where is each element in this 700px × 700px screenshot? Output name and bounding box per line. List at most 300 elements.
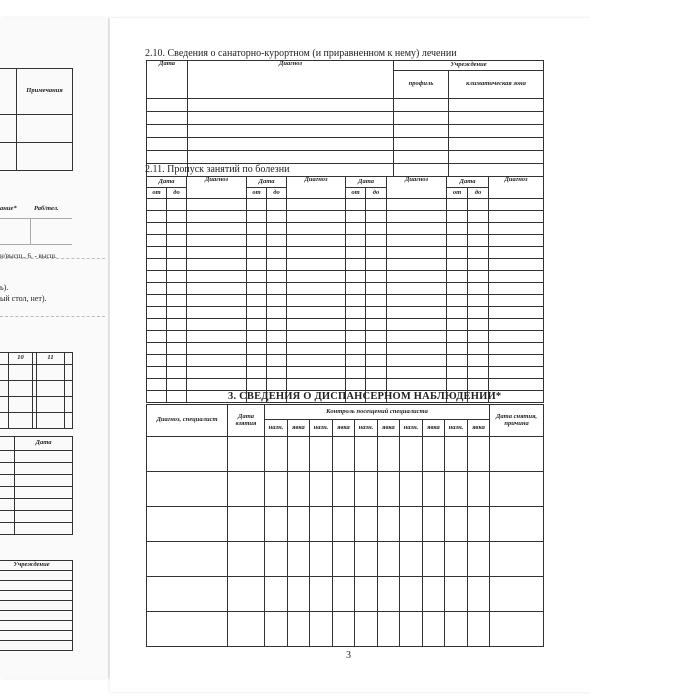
absence-col-diagnosis-3: Диагноз [387, 177, 447, 199]
table-cell[interactable] [287, 379, 346, 391]
table-cell[interactable] [247, 367, 267, 379]
table-cell[interactable] [447, 271, 468, 283]
table-cell[interactable] [346, 211, 366, 223]
table-cell[interactable] [468, 355, 489, 367]
table-cell[interactable] [468, 235, 489, 247]
table-cell[interactable] [355, 437, 378, 472]
table-cell[interactable] [187, 295, 247, 307]
table-cell[interactable] [147, 391, 167, 403]
table-cell[interactable] [267, 283, 287, 295]
table-cell[interactable] [167, 199, 187, 211]
table-cell[interactable] [489, 247, 544, 259]
table-cell[interactable] [445, 542, 468, 577]
table-cell[interactable] [228, 542, 265, 577]
absence-col-from-2: от [247, 188, 267, 199]
table-cell[interactable] [489, 331, 544, 343]
table-cell[interactable] [247, 307, 267, 319]
table-cell[interactable] [287, 199, 346, 211]
table-cell[interactable] [447, 199, 468, 211]
table-cell[interactable] [378, 542, 400, 577]
table-cell[interactable] [489, 199, 544, 211]
table-cell[interactable] [366, 379, 387, 391]
table-cell[interactable] [366, 319, 387, 331]
table-cell[interactable] [366, 223, 387, 235]
table-cell[interactable] [346, 379, 366, 391]
sanatorium-col-date: Дата [147, 61, 188, 99]
table-cell[interactable] [468, 283, 489, 295]
table-cell[interactable] [387, 379, 447, 391]
table-cell[interactable] [366, 283, 387, 295]
table-cell[interactable] [447, 367, 468, 379]
table-cell[interactable] [187, 307, 247, 319]
table-cell[interactable] [366, 295, 387, 307]
table-cell[interactable] [490, 577, 544, 612]
table-cell[interactable] [490, 437, 544, 472]
table-cell[interactable] [489, 367, 544, 379]
table-cell[interactable] [468, 472, 490, 507]
table-cell[interactable] [167, 295, 187, 307]
table-cell[interactable] [490, 542, 544, 577]
table-cell[interactable] [247, 379, 267, 391]
table-cell[interactable] [288, 472, 310, 507]
table-cell[interactable] [366, 199, 387, 211]
table-cell[interactable] [489, 319, 544, 331]
table-cell[interactable] [287, 319, 346, 331]
table-cell[interactable] [187, 199, 247, 211]
table-cell[interactable] [447, 235, 468, 247]
table-cell[interactable] [267, 355, 287, 367]
table-cell[interactable] [147, 295, 167, 307]
table-cell[interactable] [267, 331, 287, 343]
table-cell[interactable] [378, 577, 400, 612]
table-cell[interactable] [489, 379, 544, 391]
table-cell[interactable] [445, 577, 468, 612]
table-cell[interactable] [147, 331, 167, 343]
table-cell[interactable] [346, 355, 366, 367]
table-cell[interactable] [333, 437, 355, 472]
table-cell[interactable] [265, 542, 288, 577]
table-cell[interactable] [267, 307, 287, 319]
table-cell[interactable] [378, 612, 400, 647]
table-cell[interactable] [445, 472, 468, 507]
table-cell[interactable] [468, 367, 489, 379]
table-cell[interactable] [247, 295, 267, 307]
table-cell[interactable] [247, 223, 267, 235]
table-cell[interactable] [287, 223, 346, 235]
table-cell[interactable] [287, 271, 346, 283]
left-col-notes: Примечания [17, 69, 73, 115]
table-cell[interactable] [355, 542, 378, 577]
dispensary-col-attended-5: явка [468, 420, 490, 437]
table-cell[interactable] [167, 211, 187, 223]
table-cell[interactable] [447, 295, 468, 307]
table-cell[interactable] [423, 472, 445, 507]
table-cell[interactable] [267, 319, 287, 331]
table-cell[interactable] [147, 223, 167, 235]
table-cell[interactable] [187, 331, 247, 343]
table-cell[interactable] [247, 343, 267, 355]
table-cell[interactable] [468, 577, 490, 612]
table-row [147, 542, 544, 577]
table-cell[interactable] [346, 223, 366, 235]
table-cell[interactable] [447, 283, 468, 295]
table-cell[interactable] [147, 319, 167, 331]
table-cell[interactable] [468, 295, 489, 307]
table-cell[interactable] [310, 542, 333, 577]
table-cell[interactable] [267, 247, 287, 259]
table-cell[interactable] [288, 612, 310, 647]
dispensary-col-date-taken: Дата взятия [228, 405, 265, 437]
table-cell[interactable] [366, 307, 387, 319]
table-cell[interactable] [378, 472, 400, 507]
table-cell[interactable] [387, 235, 447, 247]
table-cell[interactable] [468, 507, 490, 542]
table-cell[interactable] [147, 507, 228, 542]
table-cell[interactable] [400, 437, 423, 472]
table-cell[interactable] [489, 223, 544, 235]
table-cell[interactable] [228, 437, 265, 472]
table-cell[interactable] [447, 307, 468, 319]
table-cell[interactable] [310, 437, 333, 472]
table-cell[interactable] [187, 343, 247, 355]
table-cell[interactable] [288, 507, 310, 542]
table-cell[interactable] [355, 612, 378, 647]
table-cell[interactable] [333, 472, 355, 507]
table-cell[interactable] [167, 391, 187, 403]
table-cell[interactable] [447, 331, 468, 343]
table-cell[interactable] [387, 199, 447, 211]
table-cell[interactable] [423, 542, 445, 577]
table-cell[interactable] [346, 199, 366, 211]
table-cell[interactable] [167, 259, 187, 271]
left-table-date [0, 436, 73, 535]
table-cell[interactable] [333, 507, 355, 542]
table-cell[interactable] [468, 542, 490, 577]
absence-col-diagnosis-4: Диагноз [489, 177, 544, 199]
table-cell[interactable] [187, 271, 247, 283]
table-cell[interactable] [445, 437, 468, 472]
table-cell[interactable] [147, 612, 228, 647]
table-cell[interactable] [468, 223, 489, 235]
table-cell[interactable] [147, 472, 228, 507]
table-cell[interactable] [267, 223, 287, 235]
table-cell[interactable] [167, 307, 187, 319]
dispensary-col-attended-1: явка [288, 420, 310, 437]
table-cell[interactable] [489, 307, 544, 319]
table-cell[interactable] [346, 295, 366, 307]
table-cell[interactable] [387, 307, 447, 319]
table-cell[interactable] [287, 295, 346, 307]
table-cell[interactable] [310, 612, 333, 647]
table-cell[interactable] [468, 199, 489, 211]
table-cell[interactable] [247, 211, 267, 223]
table-cell[interactable] [387, 355, 447, 367]
table-cell[interactable] [265, 507, 288, 542]
table-cell[interactable] [147, 355, 167, 367]
table-cell[interactable] [489, 259, 544, 271]
table-cell[interactable] [247, 199, 267, 211]
table-cell[interactable] [287, 307, 346, 319]
table-cell[interactable] [468, 259, 489, 271]
table-cell[interactable] [447, 247, 468, 259]
table-cell[interactable] [287, 331, 346, 343]
table-cell[interactable] [489, 271, 544, 283]
table-cell[interactable] [287, 235, 346, 247]
table-cell[interactable] [447, 319, 468, 331]
table-cell[interactable] [387, 271, 447, 283]
table-cell[interactable] [346, 319, 366, 331]
table-cell[interactable] [167, 235, 187, 247]
table-cell[interactable] [147, 367, 167, 379]
table-cell[interactable] [288, 437, 310, 472]
table-cell[interactable] [387, 331, 447, 343]
table-cell[interactable] [468, 379, 489, 391]
table-cell[interactable] [468, 271, 489, 283]
table-row [147, 343, 544, 355]
table-cell[interactable] [387, 367, 447, 379]
dispensary-table [146, 404, 544, 647]
table-cell[interactable] [187, 211, 247, 223]
table-cell[interactable] [346, 367, 366, 379]
table-cell[interactable] [468, 612, 490, 647]
absence-body [147, 199, 544, 403]
table-cell[interactable] [228, 507, 265, 542]
table-cell[interactable] [366, 259, 387, 271]
table-cell[interactable] [366, 331, 387, 343]
table-cell[interactable] [187, 379, 247, 391]
table-cell[interactable] [228, 612, 265, 647]
table-cell[interactable] [167, 355, 187, 367]
table-cell[interactable] [287, 211, 346, 223]
table-cell[interactable] [147, 379, 167, 391]
table-cell[interactable] [147, 542, 228, 577]
table-cell[interactable] [400, 507, 423, 542]
table-cell[interactable] [147, 199, 167, 211]
table-cell[interactable] [366, 247, 387, 259]
table-cell[interactable] [310, 472, 333, 507]
table-cell[interactable] [447, 379, 468, 391]
table-cell[interactable] [265, 437, 288, 472]
table-cell[interactable] [490, 612, 544, 647]
table-row [147, 247, 544, 259]
table-cell[interactable] [400, 542, 423, 577]
table-cell[interactable] [378, 507, 400, 542]
table-cell[interactable] [147, 577, 228, 612]
table-cell[interactable] [147, 271, 167, 283]
table-cell[interactable] [267, 295, 287, 307]
table-cell[interactable] [387, 223, 447, 235]
table-cell[interactable] [187, 319, 247, 331]
table-cell[interactable] [400, 577, 423, 612]
table-cell[interactable] [468, 319, 489, 331]
table-cell[interactable] [287, 247, 346, 259]
table-cell[interactable] [468, 247, 489, 259]
table-cell[interactable] [228, 577, 265, 612]
table-cell[interactable] [187, 367, 247, 379]
table-cell[interactable] [187, 283, 247, 295]
absence-col-date-2: Дата [247, 177, 287, 188]
table-cell[interactable] [468, 331, 489, 343]
table-cell[interactable] [147, 247, 167, 259]
table-cell[interactable] [468, 307, 489, 319]
table-cell[interactable] [265, 577, 288, 612]
table-cell[interactable] [228, 472, 265, 507]
table-cell[interactable] [187, 355, 247, 367]
table-cell[interactable] [346, 331, 366, 343]
table-cell[interactable] [147, 235, 167, 247]
table-cell[interactable] [489, 295, 544, 307]
table-cell[interactable] [247, 319, 267, 331]
table-cell[interactable] [447, 211, 468, 223]
table-cell[interactable] [423, 612, 445, 647]
table-cell[interactable] [366, 211, 387, 223]
table-cell[interactable] [366, 367, 387, 379]
table-cell[interactable] [333, 577, 355, 612]
table-cell[interactable] [147, 343, 167, 355]
table-cell[interactable] [445, 507, 468, 542]
table-cell[interactable] [147, 307, 167, 319]
table-cell[interactable] [423, 577, 445, 612]
table-cell[interactable] [355, 472, 378, 507]
table-row [147, 211, 544, 223]
table-cell[interactable] [247, 235, 267, 247]
table-cell[interactable] [167, 379, 187, 391]
table-cell[interactable] [400, 472, 423, 507]
table-cell[interactable] [387, 295, 447, 307]
table-cell[interactable] [267, 343, 287, 355]
table-cell[interactable] [247, 331, 267, 343]
left-col-phone-home: ание* [0, 205, 17, 212]
table-cell[interactable] [247, 283, 267, 295]
table-cell[interactable] [387, 259, 447, 271]
table-cell[interactable] [489, 211, 544, 223]
table-cell[interactable] [489, 283, 544, 295]
table-cell[interactable] [310, 507, 333, 542]
table-cell[interactable] [346, 271, 366, 283]
table-cell[interactable] [346, 235, 366, 247]
table-cell[interactable] [167, 223, 187, 235]
table-cell[interactable] [247, 247, 267, 259]
table-cell[interactable] [147, 211, 167, 223]
table-cell[interactable] [333, 542, 355, 577]
table-cell[interactable] [265, 472, 288, 507]
table-cell[interactable] [366, 343, 387, 355]
table-cell[interactable] [187, 223, 247, 235]
table-cell[interactable] [265, 612, 288, 647]
table-cell[interactable] [366, 355, 387, 367]
table-cell[interactable] [489, 355, 544, 367]
table-cell[interactable] [447, 223, 468, 235]
table-cell[interactable] [346, 307, 366, 319]
table-cell[interactable] [247, 259, 267, 271]
table-cell[interactable] [400, 612, 423, 647]
table-cell[interactable] [423, 507, 445, 542]
table-cell[interactable] [247, 355, 267, 367]
table-cell[interactable] [287, 283, 346, 295]
absence-col-to-1: до [167, 188, 187, 199]
table-cell[interactable] [187, 235, 247, 247]
table-cell[interactable] [490, 507, 544, 542]
table-cell[interactable] [346, 247, 366, 259]
table-cell[interactable] [387, 319, 447, 331]
table-cell[interactable] [310, 577, 333, 612]
table-cell[interactable] [287, 367, 346, 379]
table-cell[interactable] [468, 343, 489, 355]
absence-col-to-2: до [267, 188, 287, 199]
left-text-line2: ый стол, нет). [0, 294, 47, 303]
table-cell[interactable] [147, 259, 167, 271]
absence-col-to-3: до [366, 188, 387, 199]
table-cell[interactable] [267, 271, 287, 283]
table-cell[interactable] [167, 271, 187, 283]
table-cell[interactable] [167, 331, 187, 343]
left-table-notes [0, 68, 73, 171]
table-cell[interactable] [366, 271, 387, 283]
table-cell[interactable] [147, 437, 228, 472]
dispensary-col-visit-control: Контроль посещений специалиста [265, 405, 490, 420]
table-cell[interactable] [387, 283, 447, 295]
table-row [147, 271, 544, 283]
table-cell[interactable] [447, 259, 468, 271]
table-cell[interactable] [187, 247, 247, 259]
table-cell[interactable] [187, 259, 247, 271]
table-cell[interactable] [288, 577, 310, 612]
table-cell[interactable] [346, 259, 366, 271]
table-cell[interactable] [387, 211, 447, 223]
table-cell[interactable] [423, 437, 445, 472]
table-cell[interactable] [267, 211, 287, 223]
dispensary-col-attended-2: явка [333, 420, 355, 437]
table-cell[interactable] [445, 612, 468, 647]
absence-col-date-3: Дата [346, 177, 387, 188]
table-cell[interactable] [387, 247, 447, 259]
table-cell[interactable] [167, 319, 187, 331]
table-cell[interactable] [167, 247, 187, 259]
table-cell[interactable] [167, 343, 187, 355]
table-cell[interactable] [468, 211, 489, 223]
table-cell[interactable] [287, 343, 346, 355]
table-cell[interactable] [355, 577, 378, 612]
table-cell[interactable] [267, 259, 287, 271]
table-cell[interactable] [267, 235, 287, 247]
table-cell[interactable] [288, 542, 310, 577]
table-cell[interactable] [267, 379, 287, 391]
table-cell[interactable] [378, 437, 400, 472]
table-cell[interactable] [267, 367, 287, 379]
table-cell[interactable] [489, 343, 544, 355]
table-cell[interactable] [287, 355, 346, 367]
table-cell[interactable] [267, 199, 287, 211]
table-cell[interactable] [287, 259, 346, 271]
table-cell[interactable] [447, 355, 468, 367]
table-cell[interactable] [447, 343, 468, 355]
table-cell[interactable] [333, 612, 355, 647]
table-cell[interactable] [247, 271, 267, 283]
table-row [147, 331, 544, 343]
table-cell[interactable] [346, 343, 366, 355]
table-cell[interactable] [468, 437, 490, 472]
table-cell[interactable] [167, 367, 187, 379]
table-cell[interactable] [346, 283, 366, 295]
table-cell[interactable] [387, 343, 447, 355]
table-cell[interactable] [355, 507, 378, 542]
table-cell[interactable] [490, 472, 544, 507]
table-cell[interactable] [147, 283, 167, 295]
table-cell[interactable] [366, 235, 387, 247]
table-cell[interactable] [489, 235, 544, 247]
dispensary-body [147, 437, 544, 647]
table-cell[interactable] [167, 283, 187, 295]
